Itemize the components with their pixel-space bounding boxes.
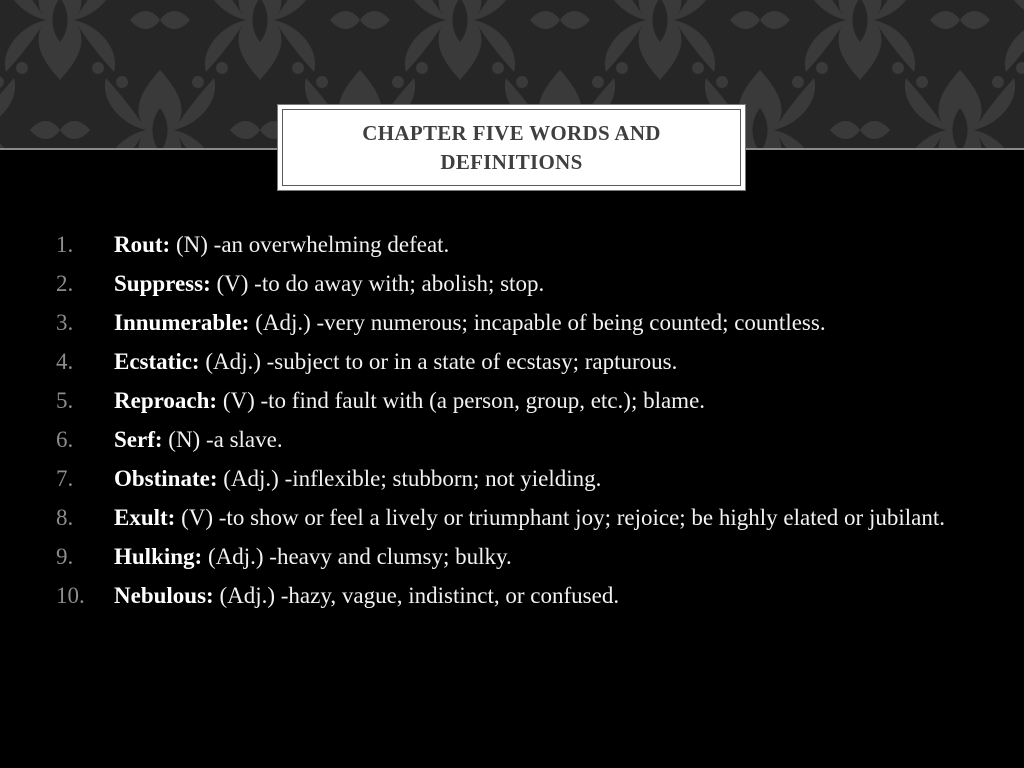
definition-term: Hulking: [114, 544, 203, 569]
definition-number: 1. [56, 232, 74, 257]
definition-number: 2. [56, 271, 74, 296]
definition-text: (V) -to find fault with (a person, group, etc.); blame. [222, 388, 706, 413]
definition-term: Exult: [114, 505, 176, 530]
definition-item [56, 269, 956, 299]
definition-term: Rout: [114, 232, 171, 257]
definition-text: (Adj.) -inflexible; stubborn; not yielding. [223, 466, 602, 491]
definition-item [56, 386, 956, 416]
definition-number: 3. [56, 310, 74, 335]
definition-text: (V) -to show or feel a lively or triumphant joy; rejoice; be highly elated or jubilant. [181, 505, 945, 530]
definition-number: 7. [56, 466, 74, 491]
definition-item [56, 425, 956, 455]
definition-item [56, 503, 956, 533]
definition-item [56, 542, 956, 572]
definition-item [56, 347, 956, 377]
definition-term: Innumerable: [114, 310, 250, 335]
definition-number: 5. [56, 388, 74, 413]
definition-item [56, 230, 956, 260]
definition-number: 9. [56, 544, 74, 569]
definition-text: (N) -an overwhelming defeat. [175, 232, 450, 257]
definition-item [56, 308, 956, 338]
definition-text: (N) -a slave. [168, 427, 283, 452]
definition-text: (Adj.) -very numerous; incapable of being counted; countless. [255, 310, 826, 335]
definition-number: 6. [56, 427, 74, 452]
definition-term: Serf: [114, 427, 163, 452]
title-box [277, 104, 746, 191]
title-frame [282, 109, 741, 186]
definition-text: (Adj.) -heavy and clumsy; bulky. [207, 544, 512, 569]
definition-item [56, 464, 956, 494]
definition-term: Ecstatic: [114, 349, 200, 374]
definition-text: (Adj.) -subject to or in a state of ecstasy; rapturous. [205, 349, 678, 374]
definition-term: Obstinate: [114, 466, 218, 491]
definition-number: 8. [56, 505, 74, 530]
slide-title: CHAPTER FIVE WORDS AND DEFINITIONS [362, 120, 661, 174]
definition-item [56, 581, 956, 611]
definition-number: 10. [56, 583, 85, 608]
definition-term: Suppress: [114, 271, 211, 296]
definition-number: 4. [56, 349, 74, 374]
definition-term: Reproach: [114, 388, 218, 413]
definition-term: Nebulous: [114, 583, 214, 608]
definition-list [56, 230, 956, 620]
definition-text: (Adj.) -hazy, vague, indistinct, or confused. [219, 583, 620, 608]
definition-text: (V) -to do away with; abolish; stop. [216, 271, 545, 296]
